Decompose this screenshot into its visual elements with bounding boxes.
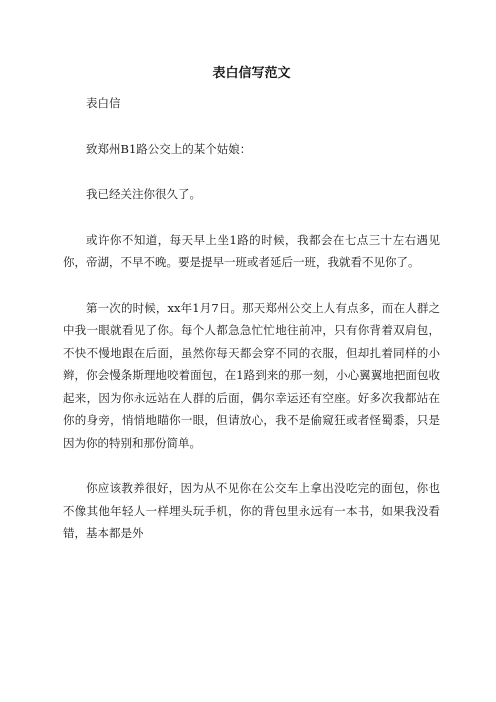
paragraph-encounter: 或许你不知道，每天早上坐1路的时候，我都会在七点三十左右遇见你，帝湖，不早不晚。要是提早一班或者延后一班，我就看不见你了。 (63, 232, 440, 269)
paragraph-manners: 你应该教养很好，因为从不见你在公交车上拿出没吃完的面包，你也不像其他年轻人一样埋头玩手机，你的背包里永远有一本书，如果我没看错，基本都是外 (63, 481, 440, 540)
paragraph-first-time: 第一次的时候，xx年1月7日。那天郑州公交上人有点多，而在人群之中我一眼就看见了你。每个人都急急忙忙地往前冲，只有你背着双肩包，不快不慢地跟在后面，虽然你每天都会穿不同的衣服，但却扎着同样的小辫，你会慢条斯理地咬着面包，在1路到来的那一刻，小心翼翼地把面包收起来，因为你永远站在人群的后面，偶尔幸运还有空座。好多次我都站在你的身旁，悄悄地瞄你一眼，但请放心，我不是偷窥狂或者怪蜀黍，只是因为你的特别和那份简单。 (63, 300, 440, 450)
paragraph-opening: 我已经关注你很久了。 (86, 187, 201, 201)
document-title: 表白信写范文 (212, 66, 291, 81)
paragraph-heading: 表白信 (86, 96, 121, 110)
paragraph-salutation: 致郑州B1路公交上的某个姑娘： (86, 141, 252, 156)
